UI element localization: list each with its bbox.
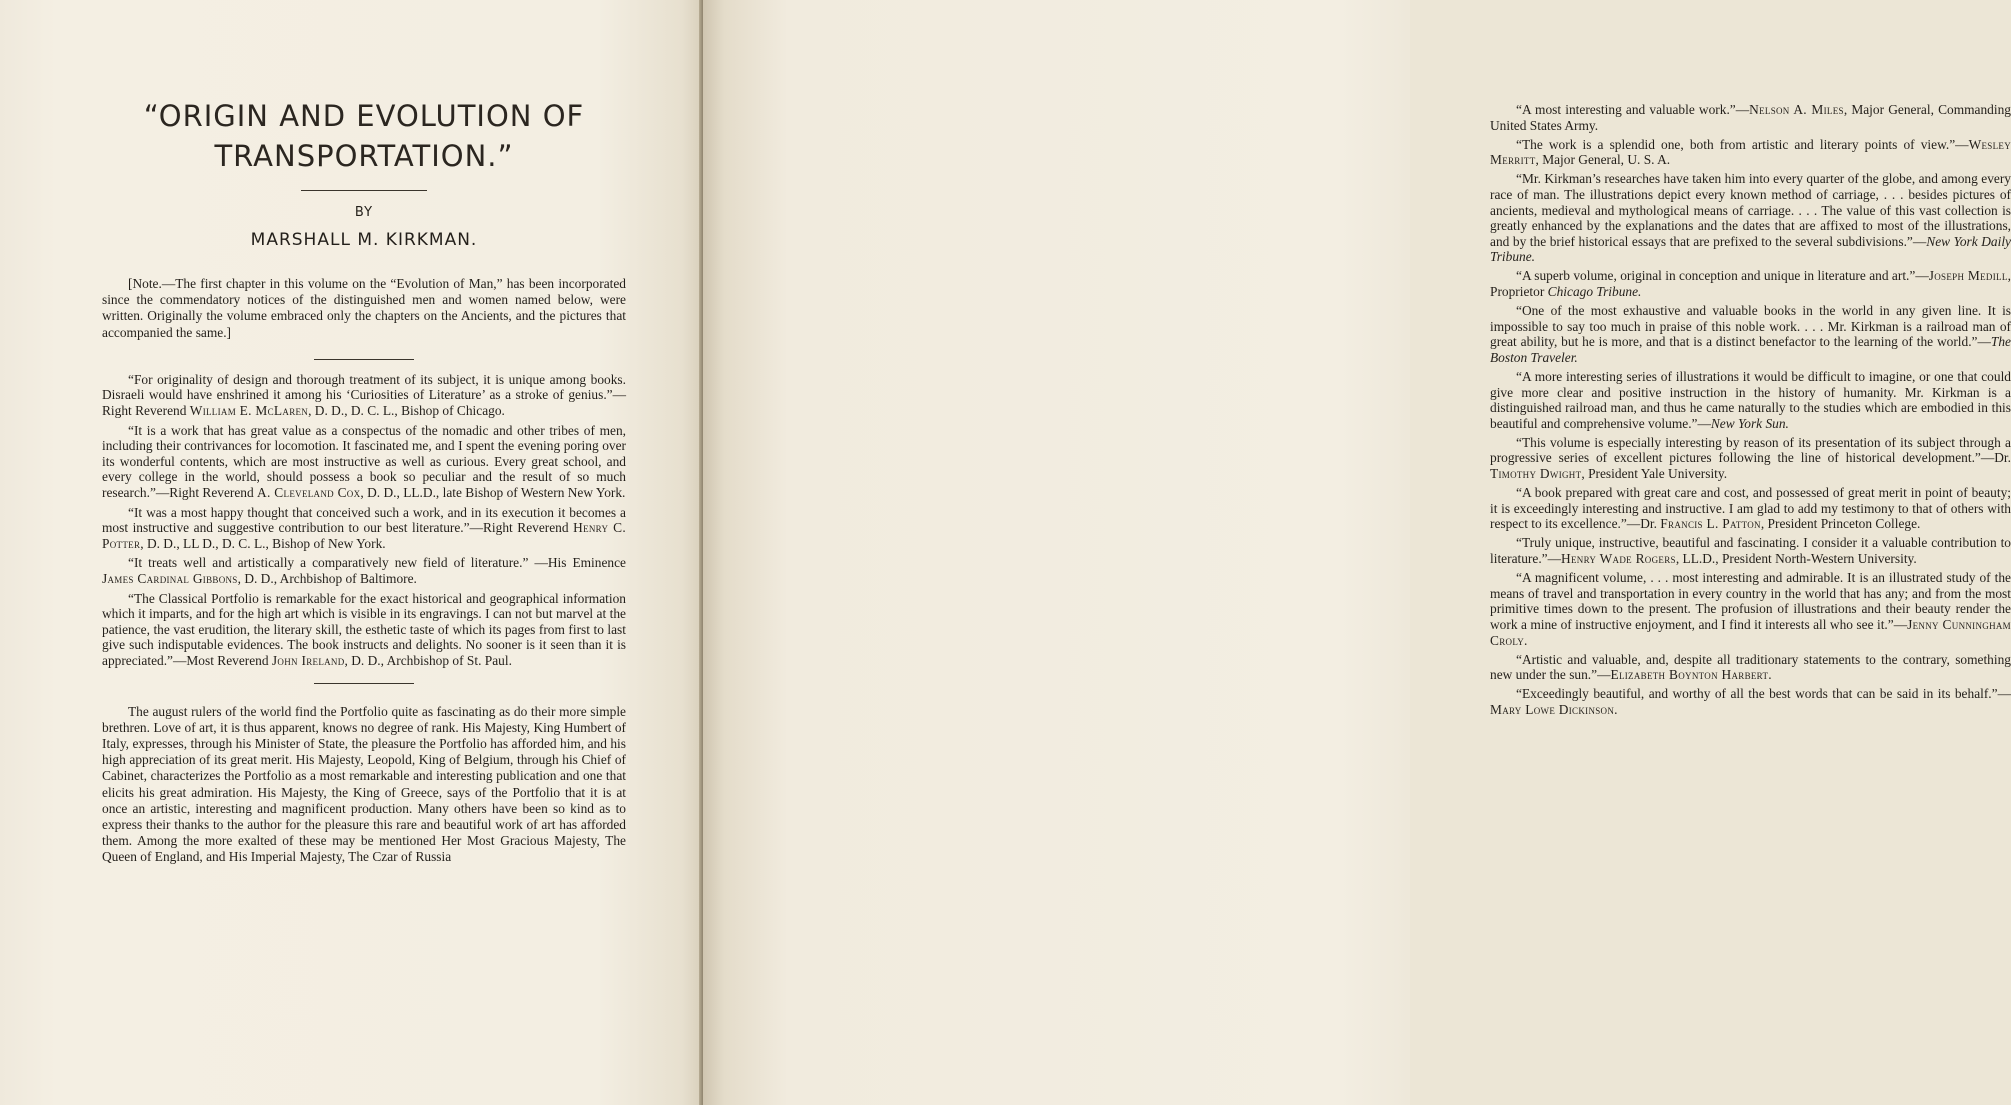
testimonial-credentials: . <box>1614 701 1618 717</box>
testimonial-credentials: , President Princeton College. <box>1760 516 1921 532</box>
testimonial <box>1490 369 2011 431</box>
section-rule <box>314 683 414 684</box>
testimonial-text: “For originality of design and thorough treatment of its subject, it is unique among books. Disraeli would have enshrined it among his ‘Curiosities of Literature’ as a stroke of genius.”—Right Reverend <box>102 371 626 418</box>
testimonial <box>1490 686 2011 717</box>
testimonial-author: Timothy Dwight <box>1490 466 1582 482</box>
byline-label: BY <box>354 205 374 220</box>
testimonial-text: “A superb volume, original in conception and unique in literature and art.”— <box>1516 268 1929 284</box>
testimonial-text: “The Classical Portfolio is remarkable for the exact historical and geographical information which it imparts, and for the high art which is visible in its engravings. I can not but marvel at the patience, the vast erudition, the literary skill, the esthetic taste of which its pages from first to last give such indisputable evidences. The book instructs and delights. No sooner is it seen than it is appreciated.”—Most Reverend <box>102 590 626 668</box>
testimonial-text: “A magnificent volume, . . . most interesting and admirable. It is an illustrated study of the means of travel and transportation in every country in the world that has any; and from the most primitive times down to the present. The profusion of illustrations and their beauty render the work a mine of instructive enjoyment, and I find it interests all who see it.”— <box>1490 570 2011 632</box>
testimonial <box>1490 137 2011 168</box>
testimonial <box>102 591 626 669</box>
testimonial-text: “One of the most exhaustive and valuable books in the world in any given line. It is impossible to say too much in praise of this noble work. . . . Mr. Kirkman is a railroad man of great ability, but he is more, and that is a distinct benefactor to the learning of the world.”— <box>1490 303 2011 350</box>
testimonial-credentials: , D. D., LL D., D. C. L., Bishop of New York. <box>140 535 386 551</box>
author-name: MARSHALL M. KIRKMAN. <box>250 230 478 250</box>
testimonial <box>1490 102 2011 133</box>
testimonial <box>102 555 626 586</box>
testimonial-credentials: , Major General, U. S. A. <box>1535 152 1671 168</box>
testimonial-text: “A more interesting series of illustrations it would be difficult to imagine, or one that could give more clear and positive instruction in the history of humanity. Mr. Kirkman is a distinguished railroad man, and thus he came naturally to the studies which are embodied in this beautiful and comprehensive volume.”— <box>1490 369 2011 431</box>
testimonial <box>1490 435 2011 482</box>
testimonial <box>1490 303 2011 365</box>
testimonial-author: Francis L. Patton <box>1660 516 1761 532</box>
testimonial-author: A. Cleveland Cox <box>257 484 361 500</box>
testimonial-author: James Cardinal Gibbons <box>102 570 238 586</box>
editor-note: [Note.—The first chapter in this volume on the “Evolution of Man,” has been incorporated since the commendatory notices of the distinguished men and women named below, were written. Originally the volume embraced only the chapters on the Ancients, and the pictures that accompanied the same.] <box>102 276 626 340</box>
testimonial-author: William E. McLaren <box>189 403 309 418</box>
testimonial-credentials: . <box>1768 667 1772 683</box>
right-testimonials <box>1490 102 2011 721</box>
testimonial-credentials: , President Yale University. <box>1581 466 1728 482</box>
left-page <box>0 0 703 1105</box>
title-line-1: “ORIGIN AND EVOLUTION OF <box>143 99 585 133</box>
testimonial <box>1490 570 2011 648</box>
testimonial-author: Elizabeth Boynton Harbert <box>1610 667 1769 683</box>
testimonial-credentials: , D. D., D. C. L., Bishop of Chicago. <box>308 403 505 418</box>
section-rule <box>314 359 414 360</box>
testimonial-author: Henry Wade Rogers <box>1561 551 1676 567</box>
testimonial-credentials: , D. D., LL.D., late Bishop of Western New York. <box>360 484 626 500</box>
testimonial-source: The Boston Traveler. <box>1490 334 2011 365</box>
left-testimonials <box>102 372 626 669</box>
testimonial-text: “It treats well and artistically a comparatively new field of literature.” —His Eminence <box>128 555 626 571</box>
testimonial-text: “It is a work that has great value as a conspectus of the nomadic and other tribes of men, including their contrivances for locomotion. It fascinated me, and I spent the evening poring over its wonderful contents, which are most instructive as well as curious. Every great school, and every college in the world, should possess a book so peculiar and the result of so much research.”—Right Reverend <box>102 422 626 500</box>
testimonial-credentials: , Major General, Commanding United States Army. <box>1490 102 2011 133</box>
testimonial-author: Henry C. Potter <box>102 520 626 551</box>
testimonial-source: New York Sun. <box>1710 415 1789 431</box>
title-rule <box>301 190 427 191</box>
testimonial <box>1490 485 2011 532</box>
testimonial-text: “The work is a splendid one, both from artistic and literary points of view.”— <box>1516 136 1969 152</box>
testimonial <box>102 372 626 419</box>
testimonial-text: “Truly unique, instructive, beautiful and fascinating. I consider it a valuable contribution to literature.”— <box>1490 535 2011 567</box>
testimonial-author: Joseph Medill <box>1928 268 2008 284</box>
testimonial <box>102 505 626 552</box>
testimonial-author: Jenny Cunningham Croly <box>1490 616 2011 648</box>
testimonial <box>1490 652 2011 683</box>
testimonial-credentials: , LL.D., President North-Western University. <box>1675 551 1917 567</box>
testimonial <box>1490 268 2011 299</box>
testimonial <box>1490 535 2011 566</box>
testimonial-author: Wesley Merritt <box>1490 136 2011 168</box>
testimonial-text: “It was a most happy thought that conceived such a work, and in its execution it becomes a most instructive and suggestive contribution to our best literature.”—Right Reverend <box>102 504 626 536</box>
testimonial-text: “A book prepared with great care and cost, and possessed of great merit in point of beauty; it is exceedingly interesting and instructive. I am glad to add my testimony to that of others with respect to its excellence.”—Dr. <box>1490 485 2011 532</box>
testimonial-author: John Ireland <box>271 652 345 668</box>
testimonial-text: “A most interesting and valuable work.”— <box>1516 102 1750 117</box>
testimonial-text: “Mr. Kirkman’s researches have taken him into every quarter of the globe, and among every race of man. The illustrations depict every known method of carriage, . . . besides pictures of ancients, medieval and mythological means of carriage. . . . The value of this vast collection is greatly enhanced by the explanations and the dates that are affixed to most of the illustrations, and by the brief historical essays that are prefixed to the several subdivisions.”— <box>1490 171 2011 249</box>
testimonial-text: “Exceedingly beautiful, and worthy of all the best words that can be said in its behalf.”— <box>1516 686 2011 702</box>
title-line-2: TRANSPORTATION.” <box>214 139 514 173</box>
testimonial-author: Nelson A. Miles <box>1749 102 1844 117</box>
testimonial-text: “This volume is especially interesting by reason of its presentation of its subject through a progressive series of excellent pictures following the line of historical development.”—Dr. <box>1490 434 2011 466</box>
testimonial-source: New York Daily Tribune. <box>1490 233 2011 265</box>
page-title <box>102 96 626 176</box>
testimonial-credentials: , Proprietor <box>1490 268 2011 300</box>
testimonial-source: Chicago Tribune. <box>1547 284 1642 300</box>
closing-paragraph: The august rulers of the world find the Portfolio quite as fascinating as do their more simple brethren. Love of art, it is thus apparent, knows no degree of rank. His Majesty, King Humbert of Italy, expresses, through his Minister of State, the pleasure the Portfolio has afforded him, and his high appreciation of its great merit. His Majesty, Leopold, King of Belgium, through his Chief of Cabinet, characterizes the Portfolio as a most remarkable and interesting publication and one that elicits his great admiration. His Majesty, the King of Greece, says of the Portfolio that it is at once an artistic, interesting and magnificent production. Many others have been so kind as to express their thanks to the author for the pleasure this rare and beautiful work of art has afforded them. Among the more exalted of these may be mentioned Her Most Gracious Majesty, The Queen of England, and His Imperial Majesty, The Czar of Russia <box>102 703 626 865</box>
left-page-content <box>102 96 626 866</box>
testimonial-author: Mary Lowe Dickinson <box>1490 701 1615 717</box>
testimonial-credentials: . <box>1524 632 1528 648</box>
testimonial-text: “Artistic and valuable, and, despite all traditionary statements to the contrary, something new under the sun.”— <box>1490 651 2011 683</box>
testimonial-credentials: , D. D., Archbishop of Baltimore. <box>237 570 417 586</box>
testimonial <box>1490 171 2011 265</box>
testimonial-credentials: , D. D., Archbishop of St. Paul. <box>344 652 512 668</box>
right-page <box>703 0 2011 1105</box>
testimonial <box>102 423 626 501</box>
